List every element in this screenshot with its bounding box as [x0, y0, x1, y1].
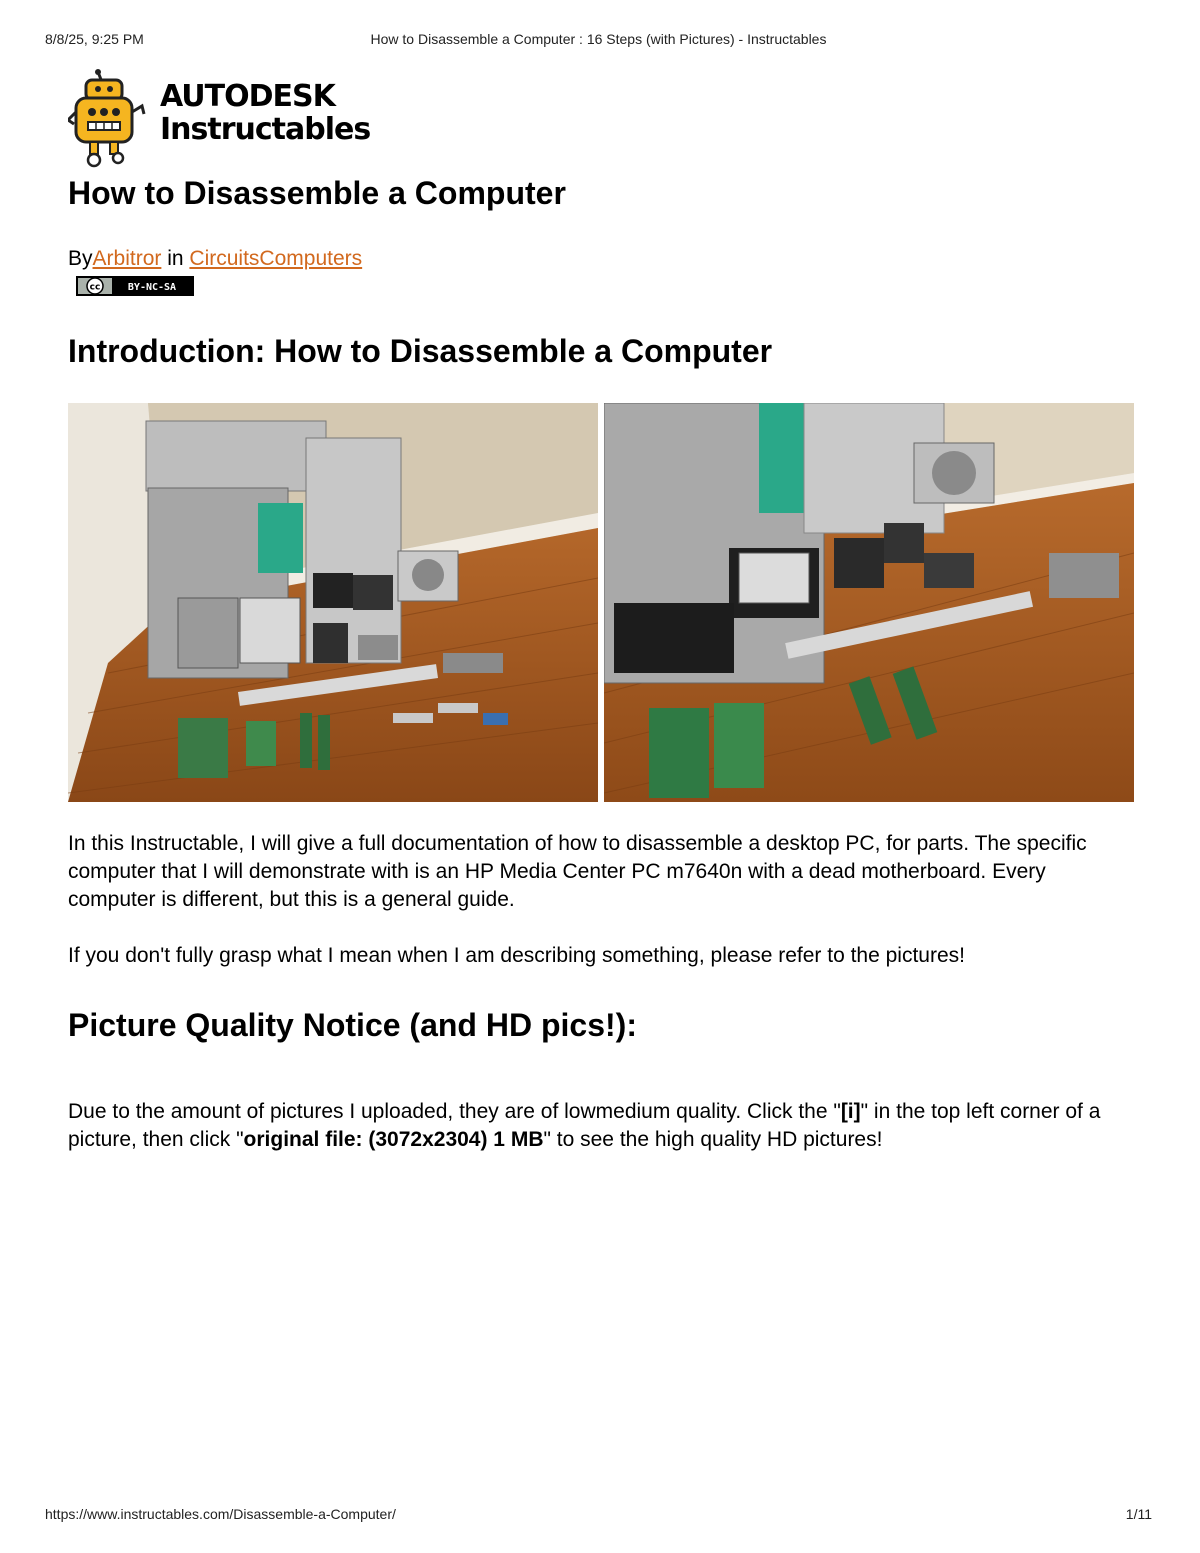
cc-license-text: BY-NC-SA	[127, 282, 177, 293]
print-footer	[45, 1506, 1152, 1526]
category-link[interactable]: CircuitsComputers	[189, 247, 363, 270]
notice-text-2: " in the top left corner of a picture, then click "	[68, 1100, 1101, 1151]
cc-license-badge[interactable]	[76, 276, 194, 296]
picture-quality-paragraph	[68, 1098, 1134, 1154]
article-title: How to Disassemble a Computer	[68, 175, 566, 211]
byline-in: in	[167, 247, 184, 270]
instructables-logo[interactable]	[68, 62, 1134, 168]
print-datetime: 8/8/25, 9:25 PM	[45, 31, 144, 47]
intro-photos	[68, 403, 1134, 802]
logo-autodesk-text: AUTODESK	[160, 79, 335, 114]
disassembled-computer-photo-1[interactable]	[68, 403, 598, 802]
print-page-number: 1/11	[1125, 1506, 1152, 1522]
disassembled-computer-photo-2[interactable]	[604, 403, 1134, 802]
author-link[interactable]: Arbitror	[92, 247, 162, 270]
article-content	[68, 62, 1134, 1151]
byline-prefix: By	[68, 247, 93, 270]
notice-text-3: " to see the high quality HD pictures!	[543, 1128, 883, 1151]
robot-mascot-icon	[68, 68, 148, 168]
intro-paragraph-2: If you don't fully grasp what I mean when I am describing something, please refer to the pictures!	[68, 944, 965, 967]
print-header	[45, 31, 1152, 51]
byline	[68, 246, 362, 272]
print-page-title: How to Disassemble a Computer : 16 Steps (with Pictures) - Instructables	[370, 31, 827, 47]
intro-paragraph-1: In this Instructable, I will give a full documentation of how to disassemble a desktop PC, for parts. The specific computer that I will demonstrate with is an HP Media Center PC m7640n with a dead motherboard. Every computer is different, but this is a general guide.	[68, 832, 1087, 911]
notice-bold-original-file: original file: (3072x2304) 1 MB	[243, 1128, 544, 1151]
picture-quality-heading: Picture Quality Notice (and HD pics!):	[68, 1007, 637, 1043]
cc-label: cc	[89, 282, 101, 293]
intro-heading: Introduction: How to Disassemble a Computer	[68, 333, 773, 369]
notice-bold-info: [i]	[840, 1100, 861, 1123]
notice-text-1: Due to the amount of pictures I uploaded, they are of lowmedium quality. Click the "	[68, 1100, 841, 1123]
print-url: https://www.instructables.com/Disassemble-a-Computer/	[45, 1506, 396, 1522]
logo-instructables-text: Instructables	[160, 112, 371, 147]
